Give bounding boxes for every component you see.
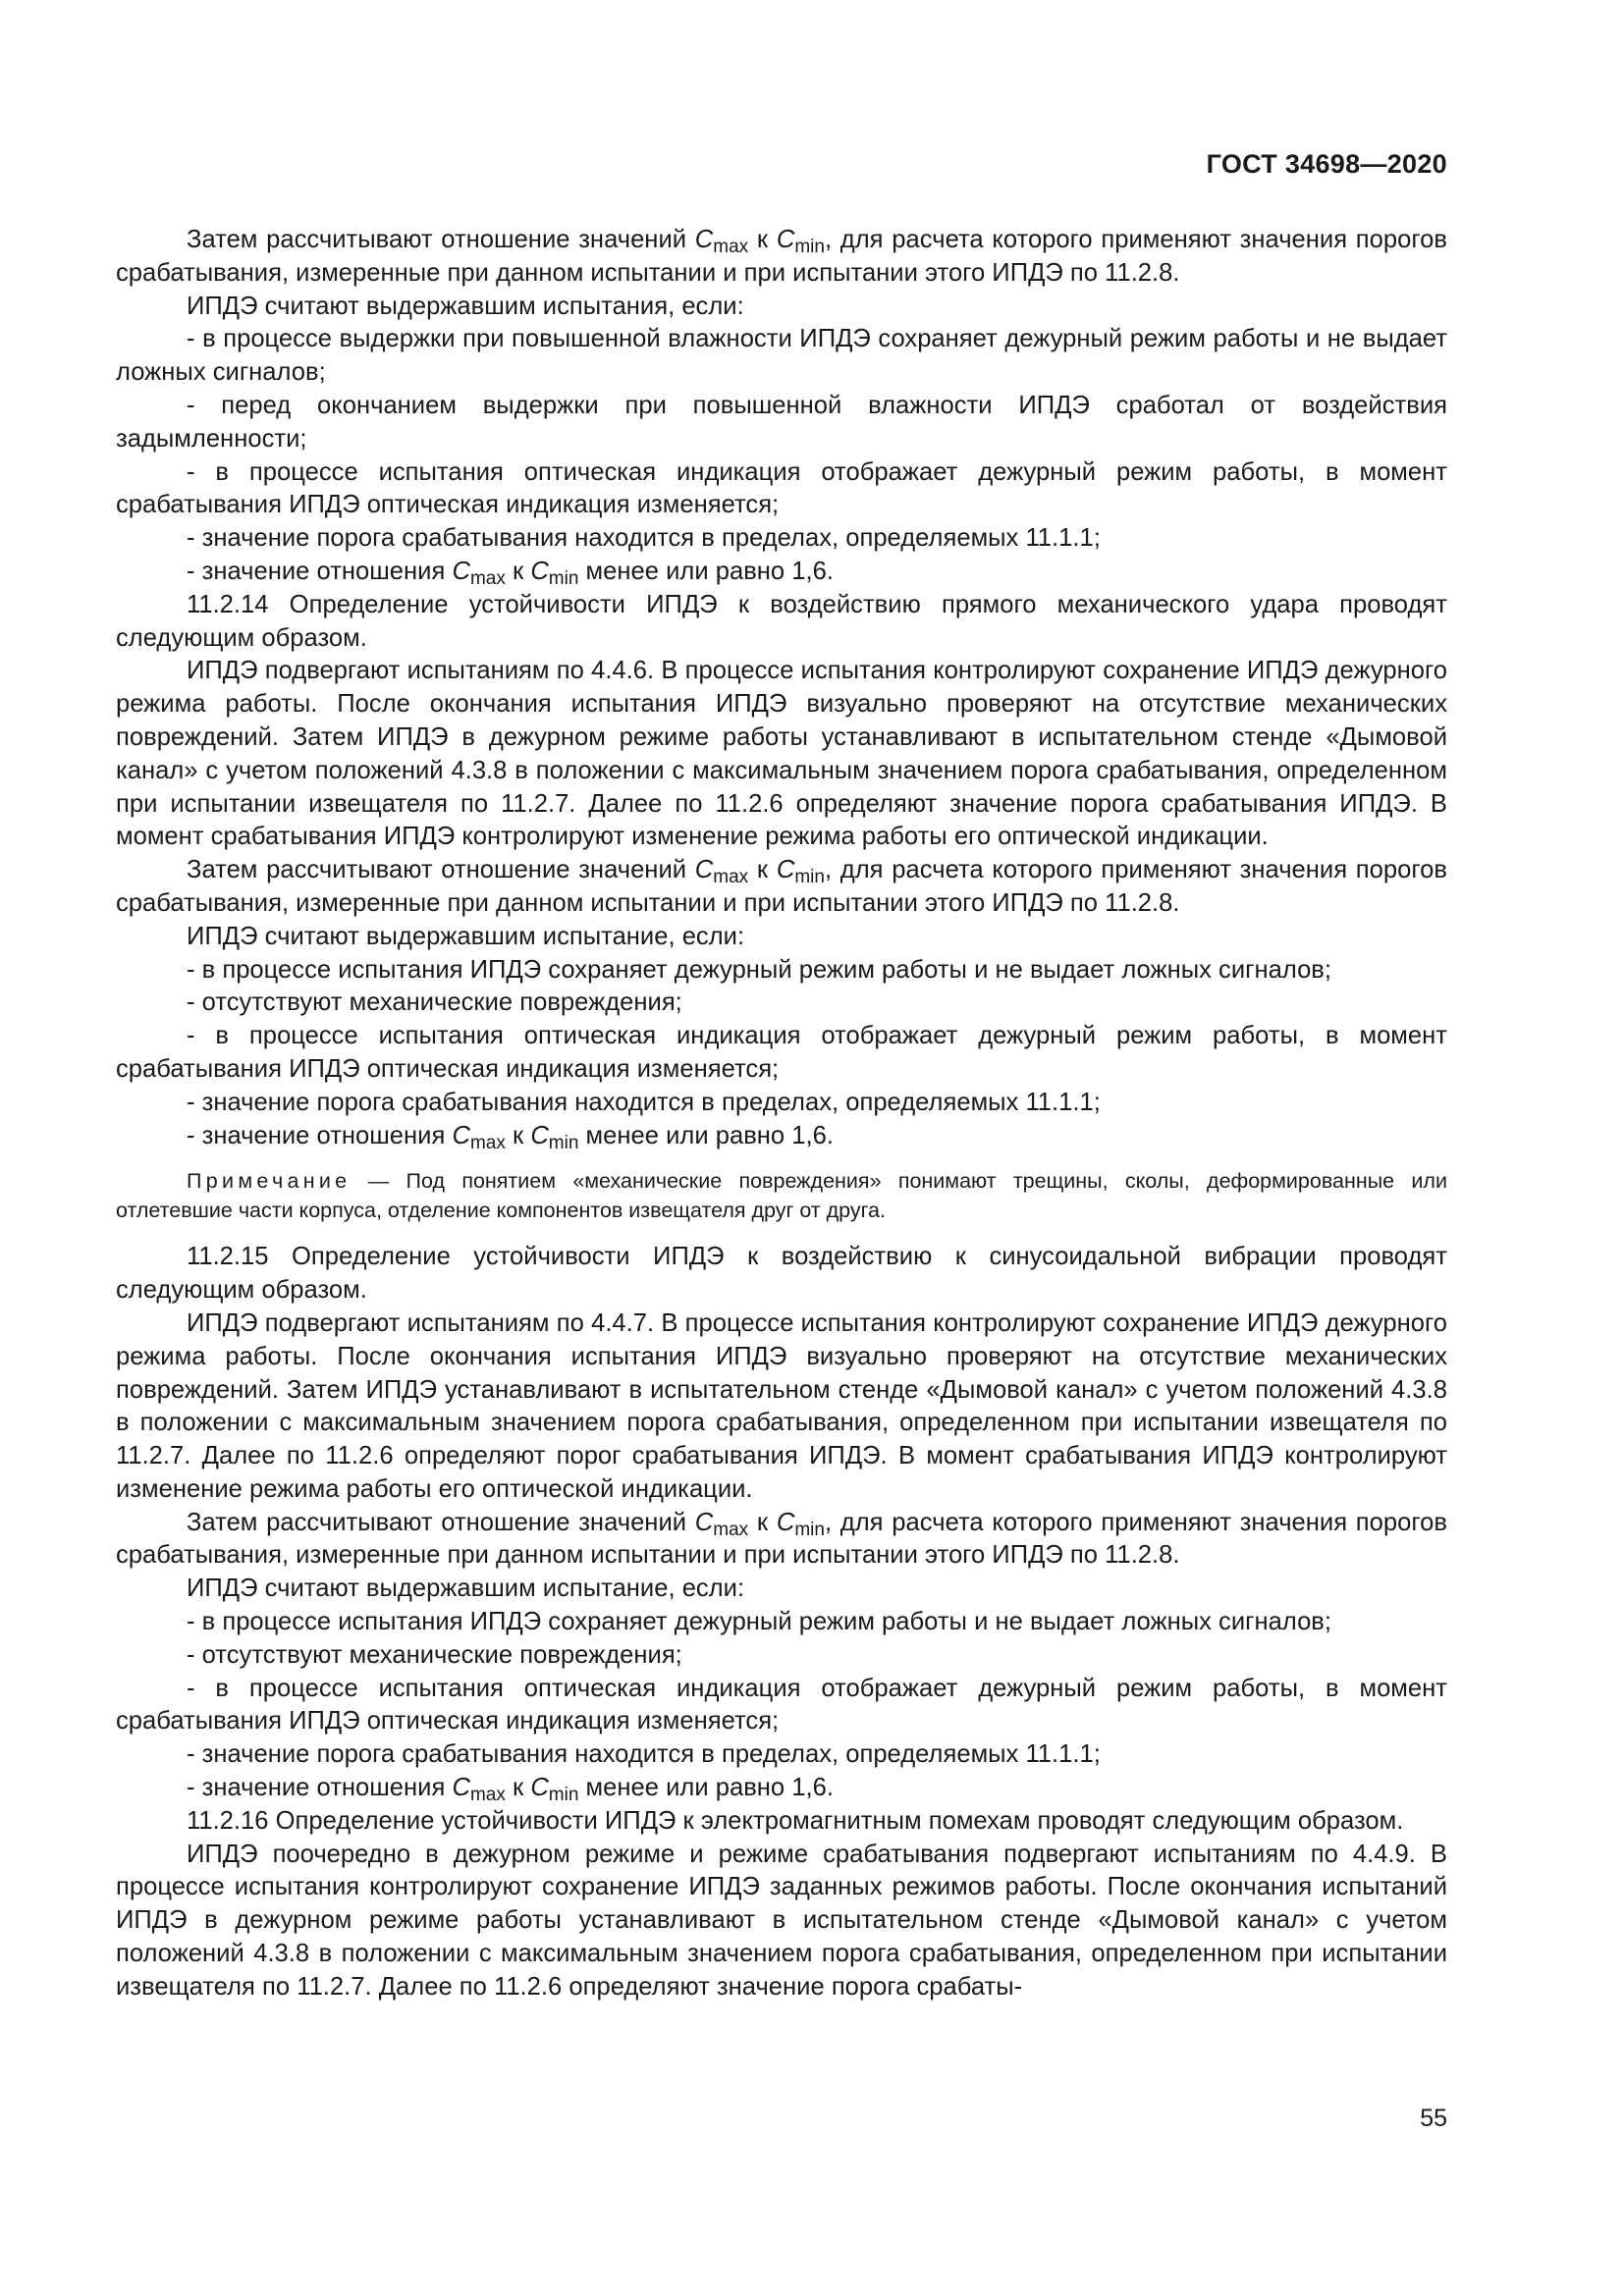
list-item-criterion: - отсутствуют механические повреждения; bbox=[187, 988, 682, 1017]
page-header-standard: ГОСТ 34698—2020 bbox=[1206, 149, 1447, 179]
list-item-criterion-ratio: - значение отношения $C_{max}$ к $C_{min}$ менее или равно 1,6. bbox=[187, 1121, 834, 1153]
list-item-criterion: - значение порога срабатывания находится в пределах, определяемых 11.1.1; bbox=[187, 524, 1101, 553]
paragraph-test-procedure: ИПДЭ подвергают испытаниям по 4.4.7. В процессе испытания контролируют сохранение ИПДЭ дежурного режима работы. После окончания испытания ИПДЭ визуально проверяют на отсутствие механических повреждений. Затем ИПДЭ устанавливают в испытательном стенде «Дымовой канал» с учетом положений 4.3.8 в положении с максимальным значением порога срабатывания, определенном при испытании извещателя по 11.2.7. Далее по 11.2.6 определяют порог срабатывания ИПДЭ. В момент срабатывания ИПДЭ контролируют изменение режима работы его оптической индикации. bbox=[116, 1308, 1447, 1503]
paragraph-ratio-intro-2: Затем рассчитывают отношение значений $C_{max}$ к $C_{min}$, для расчета которого применяют значения порогов срабатывания, измеренные при данном испытании и при испытании этого ИПДЭ по 11.2.8. bbox=[116, 856, 1447, 917]
list-item-criterion: - значение порога срабатывания находится в пределах, определяемых 11.1.1; bbox=[187, 1088, 1101, 1116]
note-label: Примечание bbox=[187, 1169, 352, 1194]
paragraph-criteria-intro-3: ИПДЭ считают выдержавшим испытание, если: bbox=[187, 1575, 745, 1603]
list-item-criterion: - в процессе испытания ИПДЭ сохраняет дежурный режим работы и не выдает ложных сигналов; bbox=[187, 1608, 1332, 1636]
list-item-criterion: - в процессе испытания оптическая индикация отображает дежурный режим работы, в момент срабатывания ИПДЭ оптическая индикация изменяется; bbox=[116, 457, 1447, 519]
list-item-criterion: - перед окончанием выдержки при повышенной влажности ИПДЭ сработал от воздействия задымленности; bbox=[116, 391, 1447, 453]
document-body bbox=[116, 224, 1447, 2004]
paragraph-test-procedure: ИПДЭ подвергают испытаниям по 4.4.6. В процессе испытания контролируют сохранение ИПДЭ дежурного режима работы. После окончания испытания ИПДЭ визуально проверяют на отсутствие механических повреждений. Затем ИПДЭ в дежурном режиме работы устанавливают в испытательном стенде «Дымовой канал» с учетом положений 4.3.8 в положении с максимальным значением порога срабатывания, определенном при испытании извещателя по 11.2.7. Далее по 11.2.6 определяют значение порога срабатывания ИПДЭ. В момент срабатывания ИПДЭ контролируют изменение режима работы его оптической индикации. bbox=[116, 657, 1447, 851]
list-item-criterion: - в процессе выдержки при повышенной влажности ИПДЭ сохраняет дежурный режим работы и не выдает ложных сигналов; bbox=[116, 325, 1447, 387]
paragraph-criteria-intro-2: ИПДЭ считают выдержавшим испытание, если: bbox=[187, 922, 745, 950]
paragraph-test-procedure: ИПДЭ поочередно в дежурном режиме и режиме срабатывания подвергают испытаниям по 4.4.9. В процессе испытания контролируют сохранение ИПДЭ заданных режимов работы. После окончания испытаний ИПДЭ в дежурном режиме работы устанавливают в испытательном стенде «Дымовой канал» с учетом положений 4.3.8 в положении с максимальным значением порога срабатывания, определенном при испытании извещателя по 11.2.7. Далее по 11.2.6 определяют значение порога срабаты- bbox=[116, 1840, 1447, 2001]
page-number: 55 bbox=[1420, 2105, 1447, 2132]
list-item-criterion-ratio: - значение отношения $C_{max}$ к $C_{min}$ менее или равно 1,6. bbox=[187, 1774, 834, 1806]
section-11-2-15-heading: 11.2.15 Определение устойчивости ИПДЭ к воздействию к синусоидальной вибрации проводят следующим образом. bbox=[116, 1243, 1447, 1305]
list-item-criterion: - в процессе испытания оптическая индикация отображает дежурный режим работы, в момент срабатывания ИПДЭ оптическая индикация изменяется; bbox=[116, 1022, 1447, 1083]
section-11-2-16-heading: 11.2.16 Определение устойчивости ИПДЭ к электромагнитным помехам проводят следующим образом. bbox=[187, 1806, 1404, 1835]
section-11-2-14-heading: 11.2.14 Определение устойчивости ИПДЭ к воздействию прямого механического удара проводят следующим образом. bbox=[116, 590, 1447, 652]
list-item-criterion: - в процессе испытания ИПДЭ сохраняет дежурный режим работы и не выдает ложных сигналов; bbox=[187, 955, 1332, 984]
list-item-criterion: - значение порога срабатывания находится в пределах, определяемых 11.1.1; bbox=[187, 1740, 1101, 1769]
note-paragraph bbox=[116, 1166, 1447, 1225]
list-item-criterion: - в процессе испытания оптическая индикация отображает дежурный режим работы, в момент срабатывания ИПДЭ оптическая индикация изменяется; bbox=[116, 1674, 1447, 1735]
paragraph-ratio-intro-3: Затем рассчитывают отношение значений $C_{max}$ к $C_{min}$, для расчета которого применяют значения порогов срабатывания, измеренные при данном испытании и при испытании этого ИПДЭ по 11.2.8. bbox=[116, 1508, 1447, 1570]
list-item-criterion-ratio: - значение отношения $C_{max}$ к $C_{min}$ менее или равно 1,6. bbox=[187, 557, 834, 589]
paragraph-ratio-intro-1: Затем рассчитывают отношение значений $C_{max}$ к $C_{min}$, для расчета которого применяют значения порогов срабатывания, измеренные при данном испытании и при испытании этого ИПДЭ по 11.2.8. bbox=[116, 226, 1447, 287]
list-item-criterion: - отсутствуют механические повреждения; bbox=[187, 1640, 682, 1669]
paragraph-criteria-intro-1: ИПДЭ считают выдержавшим испытания, если: bbox=[187, 292, 744, 320]
note-text: — Под понятием «механические повреждения» понимают трещины, сколы, деформированные или отлетевшие части корпуса, отделение компонентов извещателя друг от друга. bbox=[116, 1169, 1447, 1223]
